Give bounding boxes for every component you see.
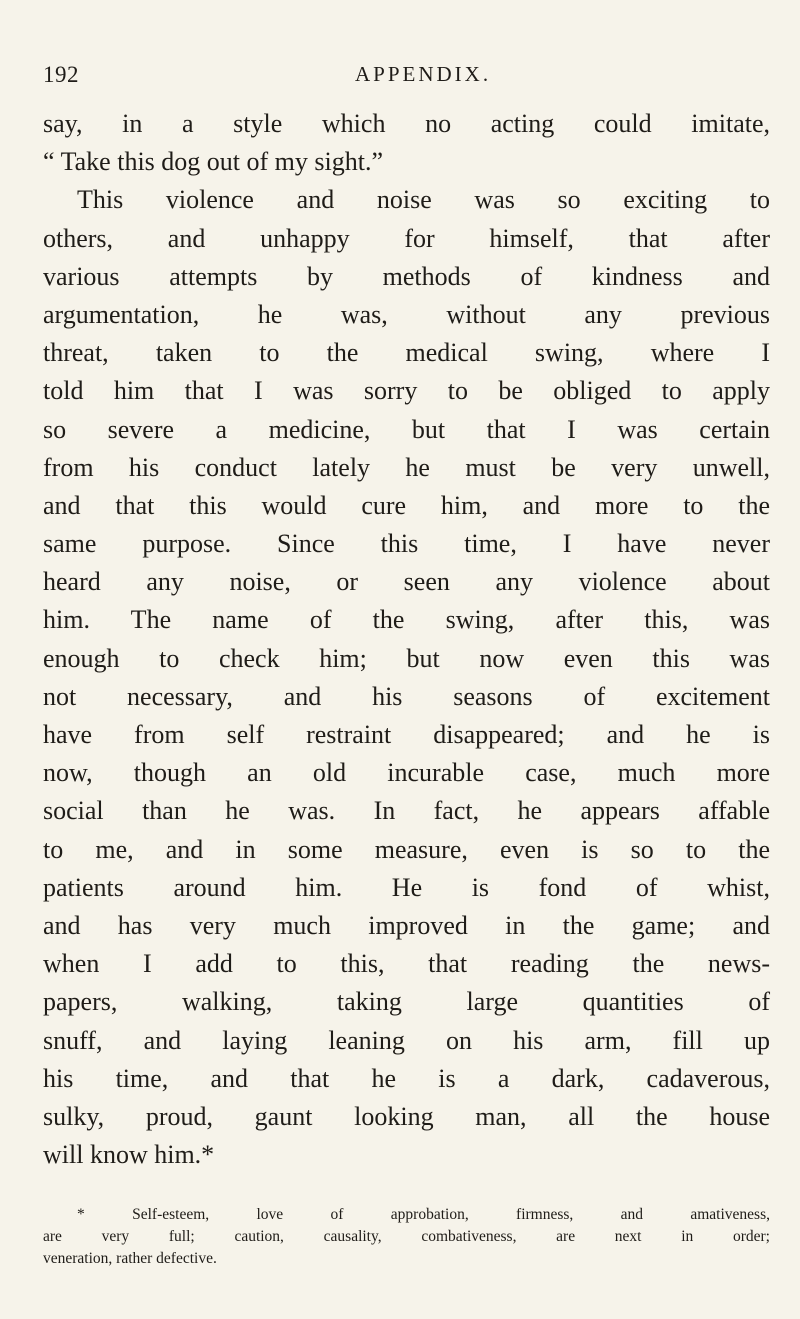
text-line: now, though an old incurable case, much more — [43, 758, 770, 788]
page-number: 192 — [43, 62, 79, 87]
text-line: so severe a medicine, but that I was certain — [43, 414, 770, 444]
footnote-line: * Self-esteem, love of approbation, firmness, and amativeness, — [77, 1206, 770, 1223]
text-line: This violence and noise was so exciting to — [77, 185, 770, 215]
text-line: papers, walking, taking large quantities of — [43, 987, 770, 1017]
text-line: same purpose. Since this time, I have never — [43, 529, 770, 559]
text-line: sulky, proud, gaunt looking man, all the house — [43, 1101, 770, 1131]
body-text — [43, 105, 770, 1174]
page-header — [43, 62, 760, 90]
text-line: enough to check him; but now even this was — [43, 643, 770, 673]
text-line: to me, and in some measure, even is so to the — [43, 834, 770, 864]
text-line: will know him.* — [43, 1140, 215, 1170]
text-line: various attempts by methods of kindness and — [43, 261, 770, 291]
text-line: and has very much improved in the game; and — [43, 910, 770, 940]
text-line: say, in a style which no acting could imitate, — [43, 109, 770, 138]
footnote-line: veneration, rather defective. — [43, 1250, 217, 1267]
text-line: heard any noise, or seen any violence about — [43, 567, 770, 597]
text-line: social than he was. In fact, he appears affable — [43, 796, 770, 826]
text-line: him. The name of the swing, after this, was — [43, 605, 770, 635]
text-line: have from self restraint disappeared; and he is — [43, 720, 770, 749]
text-line: “ Take this dog out of my sight.” — [43, 147, 383, 177]
text-line: not necessary, and his seasons of excitement — [43, 681, 770, 711]
text-line: when I add to this, that reading the news- — [43, 949, 770, 979]
running-head: APPENDIX. — [355, 62, 492, 86]
footnote-line: are very full; caution, causality, combativeness, are next in order; — [43, 1228, 770, 1245]
text-line: others, and unhappy for himself, that after — [43, 223, 770, 253]
text-line: patients around him. He is fond of whist, — [43, 872, 770, 902]
text-line: told him that I was sorry to be obliged to apply — [43, 376, 770, 406]
text-line: argumentation, he was, without any previous — [43, 299, 770, 329]
text-line: his time, and that he is a dark, cadaverous, — [43, 1063, 770, 1093]
footnote — [43, 1204, 770, 1270]
text-line: and that this would cure him, and more to the — [43, 490, 770, 520]
text-line: snuff, and laying leaning on his arm, fill up — [43, 1025, 770, 1055]
text-line: from his conduct lately he must be very unwell, — [43, 452, 770, 482]
text-line: threat, taken to the medical swing, where I — [43, 338, 770, 368]
